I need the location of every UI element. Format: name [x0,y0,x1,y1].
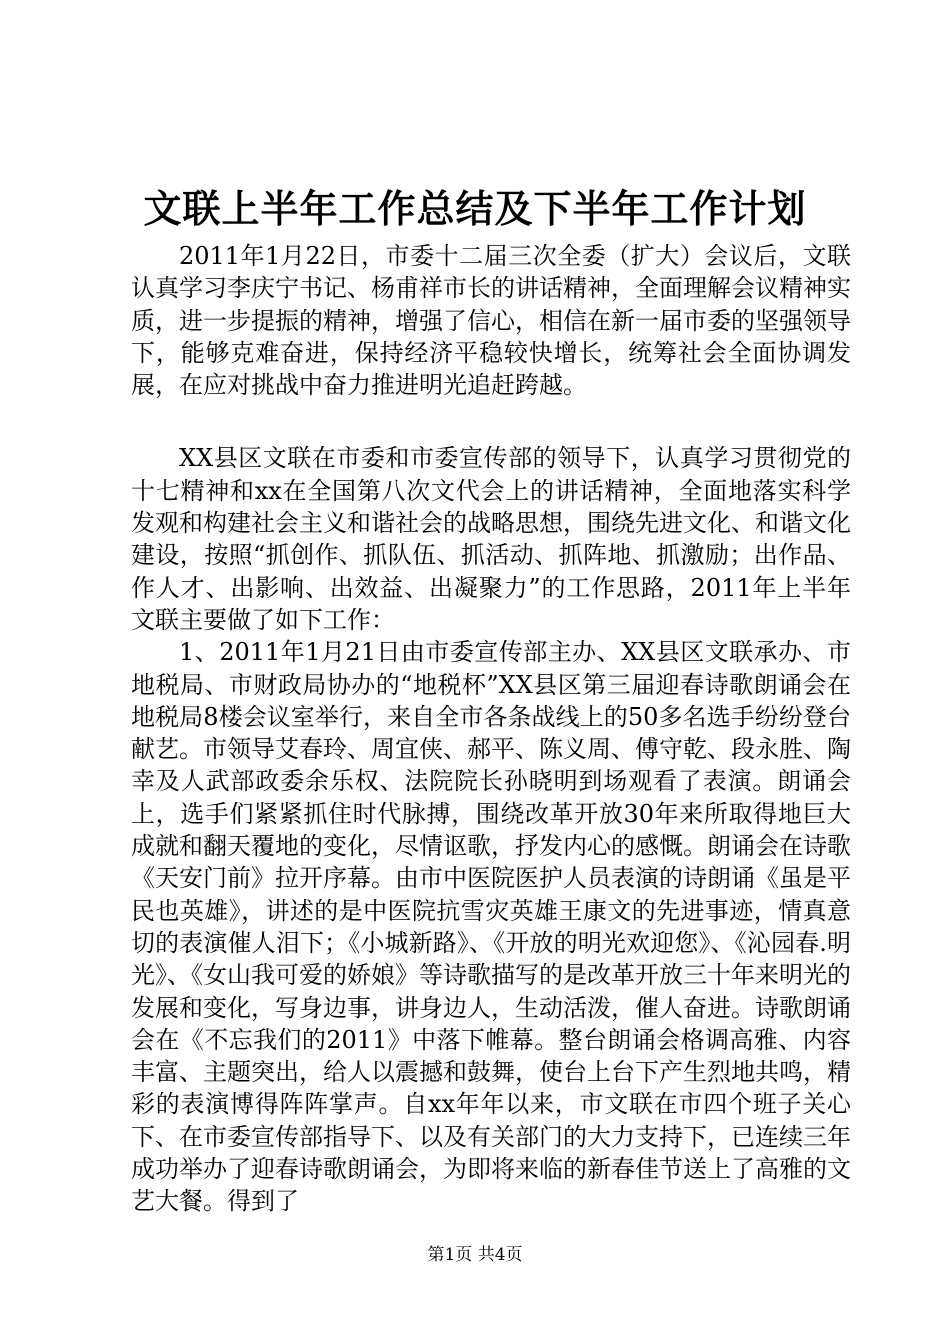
document-body [131,240,851,1218]
paragraph-item-1: 1、2011年1月21日由市委宣传部主办、XX县区文联承办、市地税局、市财政局协办的“地税杯”XX县区第三届迎春诗歌朗诵会在地税局8楼会议室举行，来自全市各条战线上的50多名选手纷纷登台献艺。市领导艾春玲、周宜侠、郝平、陈义周、傅守乾、段永胜、陶幸及人武部政委余乐权、法院院长孙晓明到场观看了表演。朗诵会上，选手们紧紧抓住时代脉搏，围绕改革开放30年来所取得地巨大成就和翻天覆地的变化，尽情讴歌，抒发内心的感慨。朗诵会在诗歌《天安门前》拉开序幕。由市中医院医护人员表演的诗朗诵《虽是平民也英雄》，讲述的是中医院抗雪灾英雄王康文的先进事迹，情真意切的表演催人泪下；《小城新路》、《开放的明光欢迎您》、《沁园春.明光》、《女山我可爱的娇娘》等诗歌描写的是改革开放三十年来明光的发展和变化，写身边事，讲身边人，生动活泼，催人奋进。诗歌朗诵会在《不忘我们的2011》中落下帷幕。整台朗诵会格调高雅、内容丰富、主题突出，给人以震撼和鼓舞，使台上台下产生烈地共鸣，精彩的表演博得阵阵掌声。自xx年年以来，市文联在市四个班子关心下、在市委宣传部指导下、以及有关部门的大力支持下，已连续三年成功举办了迎春诗歌朗诵会，为即将来临的新春佳节送上了高雅的文艺大餐。得到了 [131,638,851,1216]
page-footer: 第1页 共4页 [427,1245,523,1265]
document-title: 文联上半年工作总结及下半年工作计划 [143,186,807,231]
paragraph-intro: 2011年1月22日，市委十二届三次全委（扩大）会议后，文联认真学习李庆宁书记、杨甫祥市长的讲话精神，全面理解会议精神实质，进一步提振的精神，增强了信心，相信在新一届市委的坚强领导下，能够克难奋进，保持经济平稳较快增长，统筹社会全面协调发展，在应对挑战中奋力推进明光追赶跨越。 [131,242,851,400]
paragraph-overview: XX县区文联在市委和市委宣传部的领导下，认真学习贯彻党的十七精神和xx在全国第八次文代会上的讲话精神，全面地落实科学发观和构建社会主义和谐社会的战略思想，围绕先进文化、和谐文化建设，按照“抓创作、抓队伍、抓活动、抓阵地、抓激励；出作品、作人才、出影响、出效益、出凝聚力”的工作思路，2011年上半年文联主要做了如下工作： [131,444,851,634]
